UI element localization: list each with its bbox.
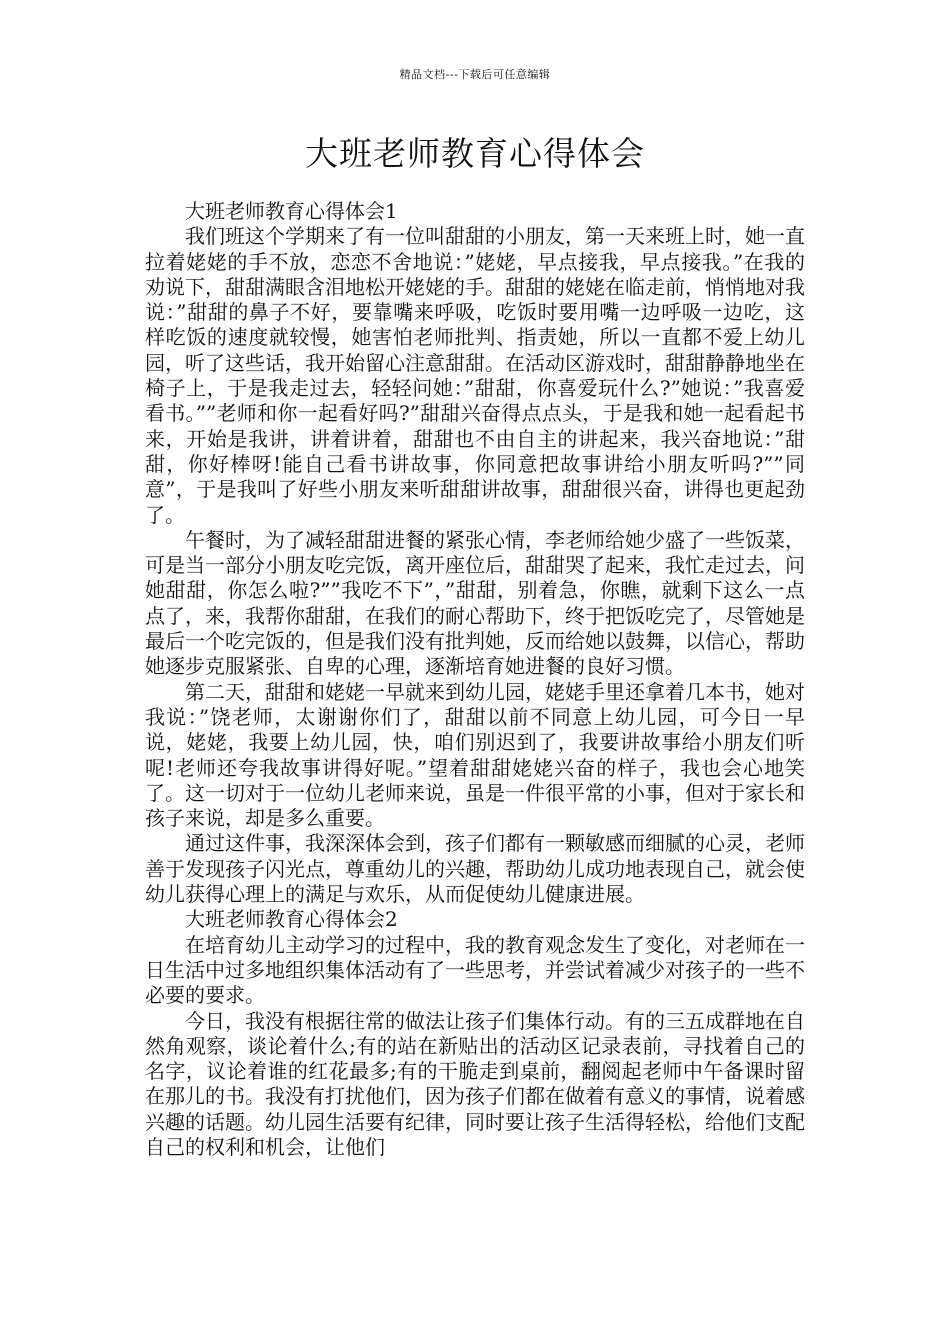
paragraph: 今日，我没有根据往常的做法让孩子们集体行动。有的三五成群地在自然角观察，谈论着什么;有的站在新贴出的活动区记录表前，寻找着自己的名字，议论着谁的红花最多;有的干脆走到桌前，翻阅起老师中午备课时留在那儿的书。我没有打扰他们，因为孩子们都在做着有意义的事情，说着感兴趣的话题。幼儿园生活要有纪律，同时要让孩子生活得轻松，给他们支配自己的权利和机会，让他们 [145, 1008, 805, 1159]
paragraph: 我们班这个学期来了有一位叫甜甜的小朋友，第一天来班上时，她一直拉着姥姥的手不放，恋恋不舍地说：”姥姥，早点接我，早点接我。”在我的劝说下，甜甜满眼含泪地松开姥姥的手。甜甜的姥姥在临走前，悄悄地对我说：”甜甜的鼻子不好，要靠嘴来呼吸，吃饭时要用嘴一边呼吸一边吃，这样吃饭的速度就较慢，她害怕老师批判、指责她，所以一直都不爱上幼儿园，听了这些话，我开始留心注意甜甜。在活动区游戏时，甜甜静静地坐在椅子上，于是我走过去，轻轻问她：”甜甜，你喜爱玩什么?”她说：”我喜爱看书。””老师和你一起看好吗?”甜甜兴奋得点点头，于是我和她一起看起书来，开始是我讲，讲着讲着，甜甜也不由自主的讲起来，我兴奋地说：”甜甜，你好棒呀!能自己看书讲故事，你同意把故事讲给小朋友听吗?””同意”，于是我叫了好些小朋友来听甜甜讲故事，甜甜很兴奋，讲得也更起劲了。 [145, 224, 805, 527]
document-body [145, 199, 805, 1160]
header-note: 精品文档---下载后可任意编辑 [399, 68, 551, 81]
paragraph: 第二天，甜甜和姥姥一早就来到幼儿园，姥姥手里还拿着几本书，她对我说：”饶老师，太谢谢你们了，甜甜以前不同意上幼儿园，可今日一早说，姥姥，我要上幼儿园，快，咱们别迟到了，我要讲故事给小朋友们听呢!老师还夸我故事讲得好呢。”望着甜甜姥姥兴奋的样子，我也会心地笑了。这一切对于一位幼儿老师来说，虽是一件很平常的小事，但对于家长和孩子来说，却是多么重要。 [145, 679, 805, 831]
section-heading: 大班老师教育心得体会2 [185, 907, 398, 932]
paragraph: 在培育幼儿主动学习的过程中，我的教育观念发生了变化，对老师在一日生活中过多地组织集体活动有了一些思考，并尝试着减少对孩子的一些不必要的要求。 [145, 932, 805, 1008]
section-1 [145, 199, 805, 907]
section-heading: 大班老师教育心得体会1 [185, 199, 398, 223]
section-2 [145, 907, 805, 1160]
document-title: 大班老师教育心得体会 [305, 134, 645, 173]
paragraph: 午餐时，为了减轻甜甜进餐的紧张心情，李老师给她少盛了一些饭菜，可是当一部分小朋友吃完饭，离开座位后，甜甜哭了起来，我忙走过去，问她甜甜，你怎么啦?””我吃不下”，”甜甜，别着急，你瞧，就剩下这么一点点了，来，我帮你甜甜，在我们的耐心帮助下，终于把饭吃完了，尽管她是最后一个吃完饭的，但是我们没有批判她，反而给她以鼓舞，以信心，帮助她逐步克服紧张、自卑的心理，逐渐培育她进餐的良好习惯。 [145, 527, 805, 679]
paragraph: 通过这件事，我深深体会到，孩子们都有一颗敏感而细腻的心灵，老师善于发现孩子闪光点，尊重幼儿的兴趣，帮助幼儿成功地表现自己，就会使幼儿获得心理上的满足与欢乐，从而促使幼儿健康进展。 [145, 831, 805, 907]
